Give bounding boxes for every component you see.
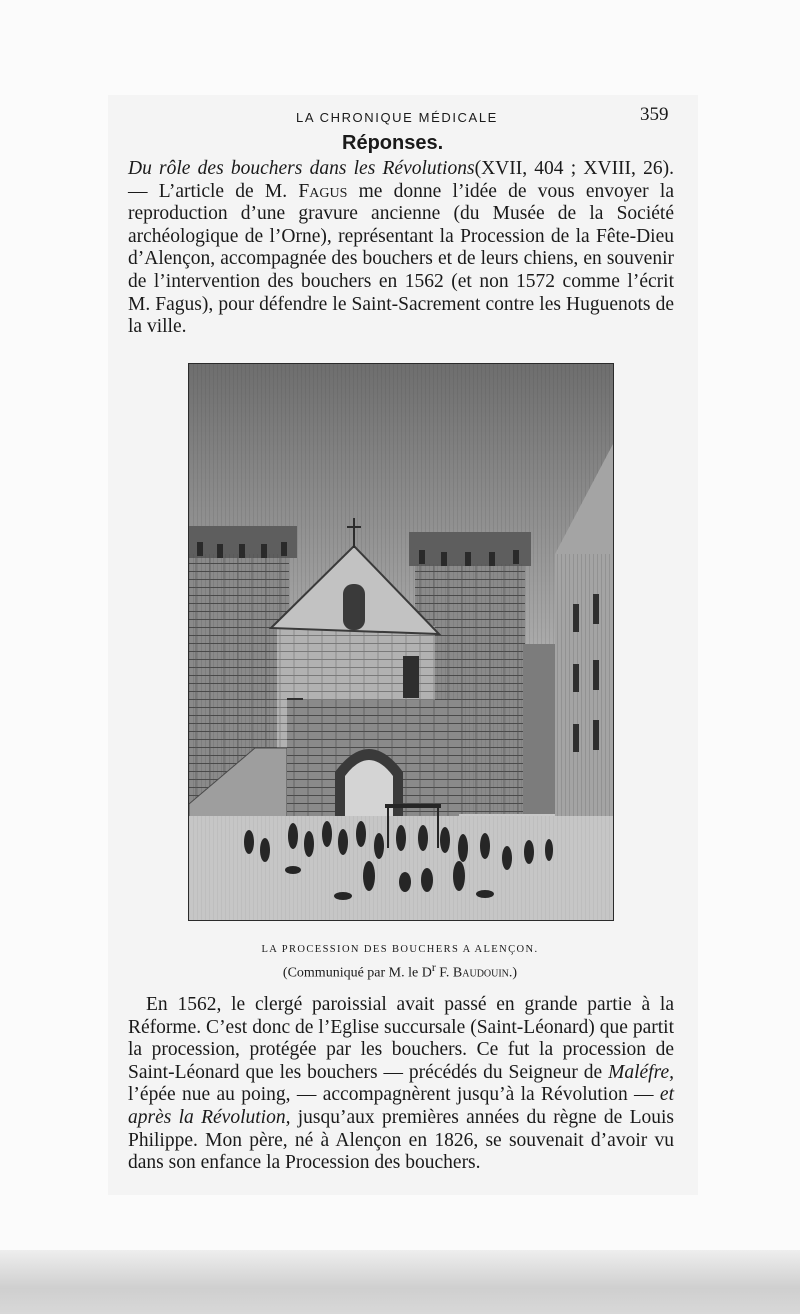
figure-caption: LA PROCESSION DES BOUCHERS A ALENÇON.	[261, 944, 539, 955]
figure-credit-sup: r	[431, 961, 436, 974]
running-head: LA CHRONIQUE MÉDICALE	[296, 110, 498, 125]
paragraph-history-italic-a: Maléfre,	[608, 1061, 674, 1083]
figure-credit	[188, 961, 612, 982]
author-name: Fagus	[298, 180, 348, 202]
figure-credit-middle: F.	[435, 965, 453, 981]
paragraph-intro	[128, 158, 674, 339]
paragraph-intro-text-a: — L’article de M.	[128, 180, 299, 202]
paragraph-history-text-a: En 1562, le clergé paroissial avait passé en grande partie à la Réforme. C’est donc de l’Eglise succursale (Saint-Léonard) que partit la procession, protégée par les bouchers. Ce fut la procession de Saint-Léonard que les bouchers — précédés du Seigneur de	[128, 994, 674, 1083]
article-heading: Du rôle des bouchers dans les Révolutions	[128, 158, 475, 179]
engraving-illustration	[188, 363, 614, 921]
article-reference: (XVII, 404 ; XVIII, 26).	[474, 158, 675, 179]
figure-credit-prefix: (Communiqué par M. le D	[282, 965, 432, 981]
section-title: Réponses.	[342, 132, 444, 154]
paragraph-history	[128, 994, 674, 1175]
paragraph-intro-text-b: me donne l’idée de vous envoyer la reproduction d’une gravure ancienne (du Musée de la Société archéologique de l’Orne), représentant la Procession de la Fête-Dieu d’Alençon, accompagnée des bouchers et de leurs chiens, en souvenir de l’intervention des bouchers en 1562 (et non 1572 comme l’écrit M. Fagus), pour défendre le Saint-Sacrement contre les Huguenots de la ville.	[128, 180, 674, 338]
paragraph-history-italic-b: et après la Révolution,	[128, 1084, 674, 1128]
paragraph-history-text-b: l’épée nue au poing, — accompagnèrent jusqu’à la Révolution —	[128, 1084, 660, 1106]
figure-credit-suffix: .)	[508, 965, 518, 981]
page-number: 359	[640, 104, 669, 125]
figure-credit-name: Baudouin	[452, 965, 509, 981]
paragraph-history-text-c: jusqu’aux premières années du règne de Louis Philippe. Mon père, né à Alençon en 1826, se souvenait d’avoir vu dans son enfance la Procession des bouchers.	[128, 1106, 674, 1174]
figure-caption-block	[188, 944, 612, 982]
scan-bottom-edge	[0, 1250, 800, 1314]
